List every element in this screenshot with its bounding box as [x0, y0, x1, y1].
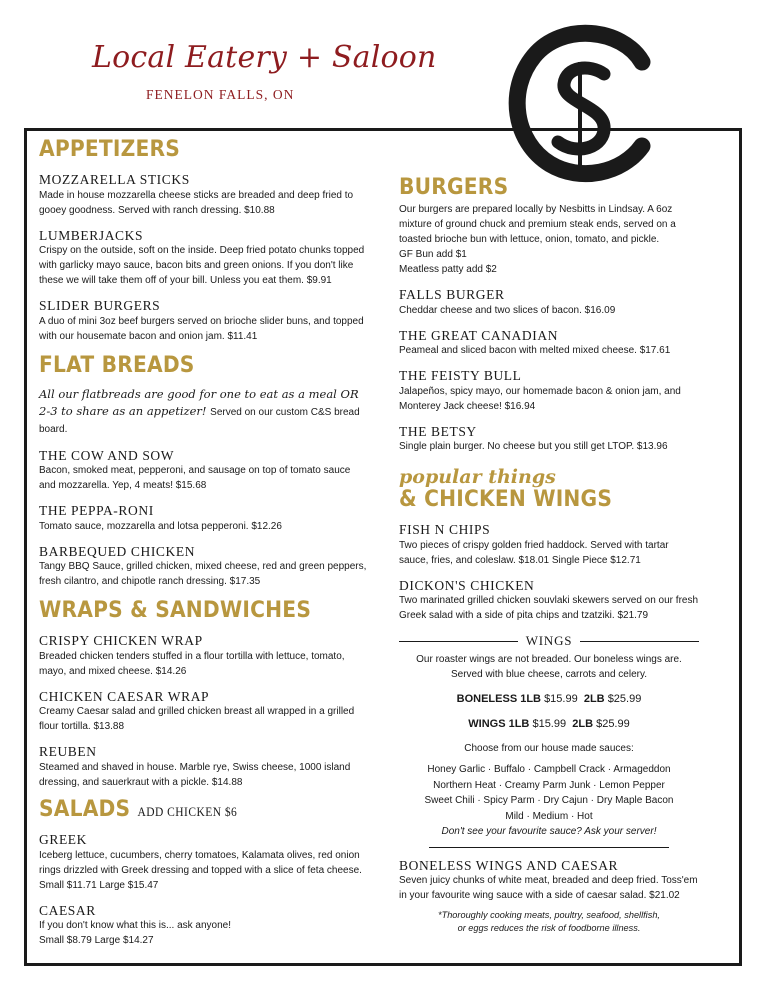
item-name: CAESAR: [39, 902, 96, 918]
menu-item: [399, 328, 699, 359]
salads-title-text: SALADS: [39, 796, 131, 822]
menu-item: [39, 544, 369, 590]
item-name: THE COW AND SOW: [39, 447, 175, 463]
footnote-line: *Thoroughly cooking meats, poultry, seafood, shellfish,: [438, 910, 660, 921]
item-name: SLIDER BURGERS: [39, 298, 161, 314]
menu-item: [399, 368, 699, 414]
item-desc: Peameal and sliced bacon with melted mixed cheese. $17.61: [399, 345, 671, 357]
sauce-line: Northern Heat · Creamy Parm Junk · Lemon Pepper: [433, 779, 665, 791]
footnote-line: or eggs reduces the risk of foodborne illness.: [457, 923, 641, 934]
item-price: Small $11.71 Large $15.47: [39, 879, 159, 891]
burgers-title: BURGERS: [399, 175, 509, 200]
item-name: FALLS BURGER: [399, 287, 505, 303]
item-desc: Bacon, smoked meat, pepperoni, and sausage on top of tomato sauce and mozzarella. Yep, 4 meats! $15.68: [39, 465, 351, 492]
wings-header: [399, 631, 699, 651]
food-safety-footnote: [399, 909, 699, 935]
sauce-line: Sweet Chili · Spicy Parm · Dry Cajun · Dry Maple Bacon: [424, 795, 674, 807]
menu-item: [399, 858, 699, 904]
wings-prices: [399, 716, 699, 733]
item-desc: Cheddar cheese and two slices of bacon. $16.09: [399, 304, 616, 316]
sauce-line: Honey Garlic · Buffalo · Campbell Crack · Armageddon: [427, 764, 671, 776]
sauce-line: Mild · Medium · Hot: [505, 810, 593, 822]
item-name: MOZZARELLA STICKS: [39, 172, 190, 188]
item-name: REUBEN: [39, 744, 97, 760]
left-column: [39, 138, 369, 948]
divider: [580, 641, 699, 642]
boneless-prices: [399, 691, 699, 708]
item-desc: Seven juicy chunks of white meat, breaded and deep fried. Toss'em in your favourite wing sauce with a side of caesar salad. $21.02: [399, 875, 698, 902]
divider: [429, 847, 669, 848]
item-name: CHICKEN CAESAR WRAP: [39, 688, 210, 704]
flatbreads-intro-plain: Served on our custom C&S bread board.: [39, 406, 360, 436]
menu-item: [39, 172, 369, 218]
item-desc: Crispy on the outside, soft on the inside. Deep fried potato chunks topped with garlicky mayo sauce, bacon bits and green onions. If you don't like these we will take them off of your bill. Unless you eat them. $9.91: [39, 245, 365, 287]
item-desc: Steamed and shaved in house. Marble rye, Swiss cheese, 1000 island dressing, and sauerkraut with a pickle. $14.88: [39, 761, 351, 788]
boneless-label: BONELESS 1LB: [456, 692, 541, 705]
salads-addon: ADD CHICKEN $6: [137, 804, 238, 819]
menu-item: [399, 578, 699, 624]
item-desc: Tangy BBQ Sauce, grilled chicken, mixed cheese, red and green peppers, fresh cilantro, and chipotle ranch dressing. $17.35: [39, 561, 367, 588]
item-name: GREEK: [39, 832, 87, 848]
item-desc: Two pieces of crispy golden fried haddock. Served with tartar sauce, fries, and coleslaw. $18.01 Single Piece $12.71: [399, 539, 669, 566]
item-desc: Single plain burger. No cheese but you still get LTOP. $13.96: [399, 441, 668, 453]
wings-1lb-label: WINGS 1LB: [468, 717, 530, 730]
wings-block: [399, 631, 699, 847]
burgers-meatless: Meatless patty add $2: [399, 264, 497, 276]
menu-item: [399, 287, 699, 318]
item-desc: Breaded chicken tenders stuffed in a flour tortilla with lettuce, tomato, mayo, and mixed cheese. $14.26: [39, 650, 345, 677]
item-desc: Iceberg lettuce, cucumbers, cherry tomatoes, Kalamata olives, red onion rings drizzled with Greek dressing and topped with a slice of feta cheese.: [39, 849, 362, 876]
restaurant-name: Local Eatery + Saloon: [92, 40, 437, 75]
item-price: Small $8.79 Large $14.27: [39, 935, 154, 947]
item-name: THE BETSY: [399, 423, 477, 439]
wings-desc-2: Served with blue cheese, carrots and celery.: [450, 669, 648, 681]
menu-item: [39, 633, 369, 679]
menu-item: [39, 503, 369, 534]
flatbreads-intro: [39, 386, 369, 438]
boneless-2lb-price: $25.99: [607, 692, 642, 705]
item-name: CRISPY CHICKEN WRAP: [39, 633, 203, 649]
wings-label: WINGS: [525, 633, 573, 649]
popular-script-title: popular things: [399, 466, 556, 489]
item-name: FISH N CHIPS: [399, 522, 491, 538]
appetizers-title: APPETIZERS: [39, 137, 181, 162]
boneless-1lb-price: $15.99: [544, 692, 578, 705]
wings-1lb-price: $15.99: [532, 717, 567, 730]
item-name: THE PEPPA-RONI: [39, 503, 154, 519]
item-desc: Jalapeños, spicy mayo, our homemade bacon & onion jam, and Monterey Jack cheese! $16.94: [399, 385, 681, 412]
item-desc: A duo of mini 3oz beef burgers served on brioche slider buns, and topped with our housemate bacon and onion jam. $11.41: [39, 315, 364, 342]
menu-item: [39, 448, 369, 494]
ask-server-note: Don't see your favourite sauce? Ask your server!: [441, 826, 657, 838]
burgers-gf: GF Bun add $1: [399, 249, 467, 261]
divider: [399, 641, 518, 642]
menu-item: [39, 832, 369, 893]
menu-item: [399, 522, 699, 568]
item-name: DICKON'S CHICKEN: [399, 577, 535, 593]
item-name: BARBEQUED CHICKEN: [39, 543, 196, 559]
item-desc: Creamy Caesar salad and grilled chicken breast all wrapped in a grilled flour tortilla. $13.88: [39, 706, 355, 733]
menu-item: [39, 744, 369, 790]
item-desc: If you don't know what this is... ask anyone!: [39, 920, 232, 932]
wings-2lb-label: 2LB: [572, 717, 594, 730]
menu-item: [39, 298, 369, 344]
menu-item: [39, 689, 369, 735]
salads-title: [39, 798, 343, 822]
item-name: LUMBERJACKS: [39, 227, 144, 243]
menu-item: [39, 228, 369, 289]
item-desc: Two marinated grilled chicken souvlaki skewers served on our fresh Greek salad with a side of pita chips and tzatziki. $21.79: [399, 595, 699, 622]
flatbreads-title: FLAT BREADS: [39, 352, 195, 378]
item-name: THE GREAT CANADIAN: [399, 327, 559, 343]
wings-desc-1: Our roaster wings are not breaded. Our boneless wings are.: [416, 653, 682, 665]
item-name: BONELESS WINGS AND CAESAR: [399, 857, 619, 873]
restaurant-location: FENELON FALLS, ON: [146, 87, 295, 102]
menu-item: [39, 903, 369, 949]
wings-2lb-price: $25.99: [596, 717, 630, 730]
boneless-2lb-label: 2LB: [583, 692, 605, 705]
sauces-list: [399, 762, 699, 824]
item-desc: Tomato sauce, mozzarella and lotsa pepperoni. $12.26: [39, 520, 282, 532]
burgers-intro: Our burgers are prepared locally by Nesbitts in Lindsay. A 6oz mixture of ground chuck and premium steak ends, served on a toasted brioche bun with lettuce, onion, tomato, and pickle.: [399, 204, 676, 246]
item-desc: Made in house mozzarella cheese sticks are breaded and deep fried to gooey goodness. Served with ranch dressing. $10.88: [39, 189, 354, 216]
flatbreads-intro-script: All our flatbreads are good for one to eat as a meal OR 2-3 to share as an appetizer!: [39, 386, 359, 418]
menu-item: [399, 424, 699, 455]
sauces-intro: Choose from our house made sauces:: [464, 742, 634, 754]
wraps-title: WRAPS & SANDWICHES: [39, 598, 312, 624]
item-name: THE FEISTY BULL: [399, 368, 522, 384]
popular-title: & CHICKEN WINGS: [399, 487, 613, 513]
right-column: [399, 176, 699, 935]
